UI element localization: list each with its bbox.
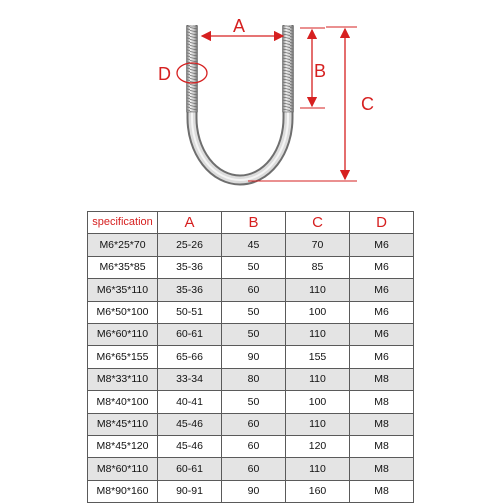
cell-b: 60 <box>222 279 286 301</box>
cell-b: 50 <box>222 323 286 345</box>
cell-c: 110 <box>286 368 350 390</box>
cell-a: 60-61 <box>158 323 222 345</box>
cell-d: M6 <box>350 279 414 301</box>
cell-b: 90 <box>222 346 286 368</box>
cell-c: 110 <box>286 458 350 480</box>
table-header-row <box>88 212 414 234</box>
header-a: A <box>158 212 222 234</box>
cell-d: M6 <box>350 346 414 368</box>
cell-a: 90-91 <box>158 480 222 502</box>
cell-b: 90 <box>222 480 286 502</box>
cell-b: 80 <box>222 368 286 390</box>
cell-a: 45-46 <box>158 413 222 435</box>
table-row <box>88 323 414 345</box>
cell-specification: M8*40*100 <box>88 391 158 413</box>
dimension-b-label: B <box>314 61 327 81</box>
cell-b: 60 <box>222 413 286 435</box>
table-row <box>88 480 414 502</box>
header-b: B <box>222 212 286 234</box>
table-row <box>88 346 414 368</box>
cell-b: 60 <box>222 458 286 480</box>
cell-a: 50-51 <box>158 301 222 323</box>
cell-a: 45-46 <box>158 435 222 457</box>
table-row <box>88 458 414 480</box>
cell-a: 35-36 <box>158 279 222 301</box>
cell-d: M8 <box>350 368 414 390</box>
cell-a: 65-66 <box>158 346 222 368</box>
table-row <box>88 279 414 301</box>
cell-d: M8 <box>350 391 414 413</box>
cell-specification: M6*50*100 <box>88 301 158 323</box>
cell-a: 35-36 <box>158 256 222 278</box>
table-row <box>88 435 414 457</box>
spec-table <box>87 211 414 503</box>
dimension-c-label: C <box>361 94 374 114</box>
cell-specification: M8*45*120 <box>88 435 158 457</box>
table-row <box>88 234 414 256</box>
table-row <box>88 368 414 390</box>
cell-c: 110 <box>286 413 350 435</box>
cell-b: 50 <box>222 391 286 413</box>
cell-d: M6 <box>350 234 414 256</box>
cell-c: 120 <box>286 435 350 457</box>
dimension-d-label: D <box>158 64 171 84</box>
cell-specification: M6*65*155 <box>88 346 158 368</box>
cell-d: M8 <box>350 458 414 480</box>
cell-specification: M6*35*85 <box>88 256 158 278</box>
cell-c: 155 <box>286 346 350 368</box>
cell-specification: M8*33*110 <box>88 368 158 390</box>
cell-c: 85 <box>286 256 350 278</box>
cell-b: 50 <box>222 256 286 278</box>
header-d: D <box>350 212 414 234</box>
cell-d: M8 <box>350 435 414 457</box>
dimension-a-label: A <box>233 16 246 36</box>
dimension-c <box>248 27 374 181</box>
cell-b: 50 <box>222 301 286 323</box>
cell-a: 25-26 <box>158 234 222 256</box>
cell-d: M6 <box>350 301 414 323</box>
cell-a: 33-34 <box>158 368 222 390</box>
cell-specification: M6*25*70 <box>88 234 158 256</box>
table-row <box>88 391 414 413</box>
cell-d: M6 <box>350 323 414 345</box>
table-row <box>88 301 414 323</box>
cell-b: 45 <box>222 234 286 256</box>
cell-a: 40-41 <box>158 391 222 413</box>
cell-c: 100 <box>286 301 350 323</box>
cell-b: 60 <box>222 435 286 457</box>
cell-c: 70 <box>286 234 350 256</box>
table-row <box>88 256 414 278</box>
cell-specification: M6*60*110 <box>88 323 158 345</box>
cell-specification: M8*90*160 <box>88 480 158 502</box>
header-specification: specification <box>88 212 158 234</box>
dimension-b <box>300 28 326 108</box>
cell-specification: M8*45*110 <box>88 413 158 435</box>
cell-specification: M6*35*110 <box>88 279 158 301</box>
cell-a: 60-61 <box>158 458 222 480</box>
table-row <box>88 413 414 435</box>
cell-specification: M8*60*110 <box>88 458 158 480</box>
cell-d: M8 <box>350 413 414 435</box>
cell-d: M8 <box>350 480 414 502</box>
cell-c: 110 <box>286 279 350 301</box>
u-bolt-diagram <box>0 0 500 205</box>
dimension-d <box>158 63 207 84</box>
cell-c: 160 <box>286 480 350 502</box>
dimension-a <box>202 16 283 36</box>
u-bolt <box>187 25 294 180</box>
header-c: C <box>286 212 350 234</box>
cell-c: 110 <box>286 323 350 345</box>
cell-c: 100 <box>286 391 350 413</box>
cell-d: M6 <box>350 256 414 278</box>
